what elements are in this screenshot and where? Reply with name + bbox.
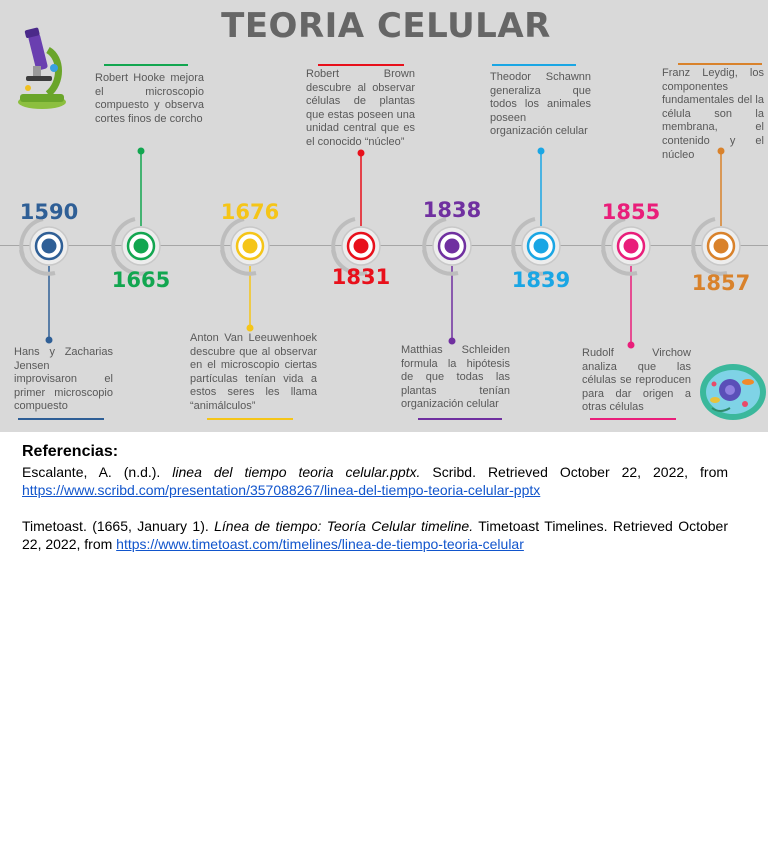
connector-dot: [358, 150, 365, 157]
timeline-marker-1857: [693, 219, 740, 274]
event-description: Robert Hooke mejora el microscopio compuesto y observa cortes finos de corcho: [95, 72, 204, 125]
timeline-marker-1838: [424, 219, 471, 274]
year-label: 1855: [601, 200, 661, 224]
reference-entry: [22, 517, 728, 553]
timeline-panel: [0, 0, 768, 432]
year-label: 1857: [691, 271, 751, 295]
timeline-marker-1665: [113, 219, 160, 274]
references-section: [22, 443, 728, 571]
year-label: 1839: [511, 268, 571, 292]
year-label: 1831: [331, 265, 391, 289]
accent-rule: [104, 64, 188, 66]
year-label: 1676: [220, 200, 280, 224]
event-description: Anton Van Leeuwenhoek descubre que al observar en el microscopio ciertas partículas tenían vida a estos seres les llama “animálculos”: [190, 332, 317, 412]
year-label: 1838: [422, 198, 482, 222]
microscope-icon: [18, 27, 66, 109]
reference-text: Timetoast. (1665, January 1).: [22, 518, 215, 534]
timeline-marker-1855: [603, 219, 650, 274]
reference-entry: [22, 463, 728, 499]
accent-rule: [207, 418, 293, 420]
accent-rule: [18, 418, 104, 420]
accent-rule: [590, 418, 676, 420]
cell-icon: [700, 364, 766, 420]
accent-rule: [678, 63, 762, 65]
timeline-marker-1839: [513, 219, 560, 274]
event-description: Franz Leydig, los componentes fundamentales del la célula son la membrana, el contenido y el núcleo: [662, 67, 764, 161]
accent-rule: [318, 64, 404, 66]
page-title: TEORIA CELULAR: [221, 6, 551, 46]
reference-title: linea del tiempo teoria celular.pptx.: [172, 464, 421, 480]
timeline-marker-1590: [21, 219, 68, 274]
connector-dot: [46, 337, 53, 344]
connector-dot: [538, 148, 545, 155]
event-description: Rudolf Virchow analiza que las células se reproducen para dar origen a otras células: [582, 347, 691, 414]
connector-dot: [247, 325, 254, 332]
timeline-marker-1676: [222, 219, 269, 274]
event-description: Matthias Schleiden formula la hipótesis de que todas las plantas tenían organización celular: [401, 344, 510, 411]
year-label: 1590: [19, 200, 79, 224]
reference-text: Scribd. Retrieved October 22, 2022, from: [420, 464, 729, 480]
year-label: 1665: [111, 268, 171, 292]
connector-dot: [138, 148, 145, 155]
event-description: Theodor Schawnn generaliza que todos los animales poseen organización celular: [490, 71, 591, 138]
reference-text: Timetoast Timelines. Retrieved October 22, 2022, from: [22, 518, 728, 552]
reference-link[interactable]: https://www.timetoast.com/timelines/linea-de-tiempo-teoria-celular: [116, 536, 524, 552]
reference-link[interactable]: https://www.scribd.com/presentation/357088267/linea-del-tiempo-teoria-celular-pptx: [22, 482, 541, 498]
event-description: Robert Brown descubre al observar células de plantas que estas poseen una unidad central que es el conocido “núcleo”: [306, 68, 415, 148]
references-heading: Referencias:: [22, 443, 119, 460]
reference-text: Escalante, A. (n.d.).: [22, 464, 173, 480]
accent-rule: [418, 418, 502, 420]
event-description: Hans y Zacharias Jensen improvisaron el primer microscopio compuesto: [14, 346, 113, 413]
accent-rule: [492, 64, 576, 66]
reference-title: Línea de tiempo: Teoría Celular timeline.: [214, 518, 474, 534]
